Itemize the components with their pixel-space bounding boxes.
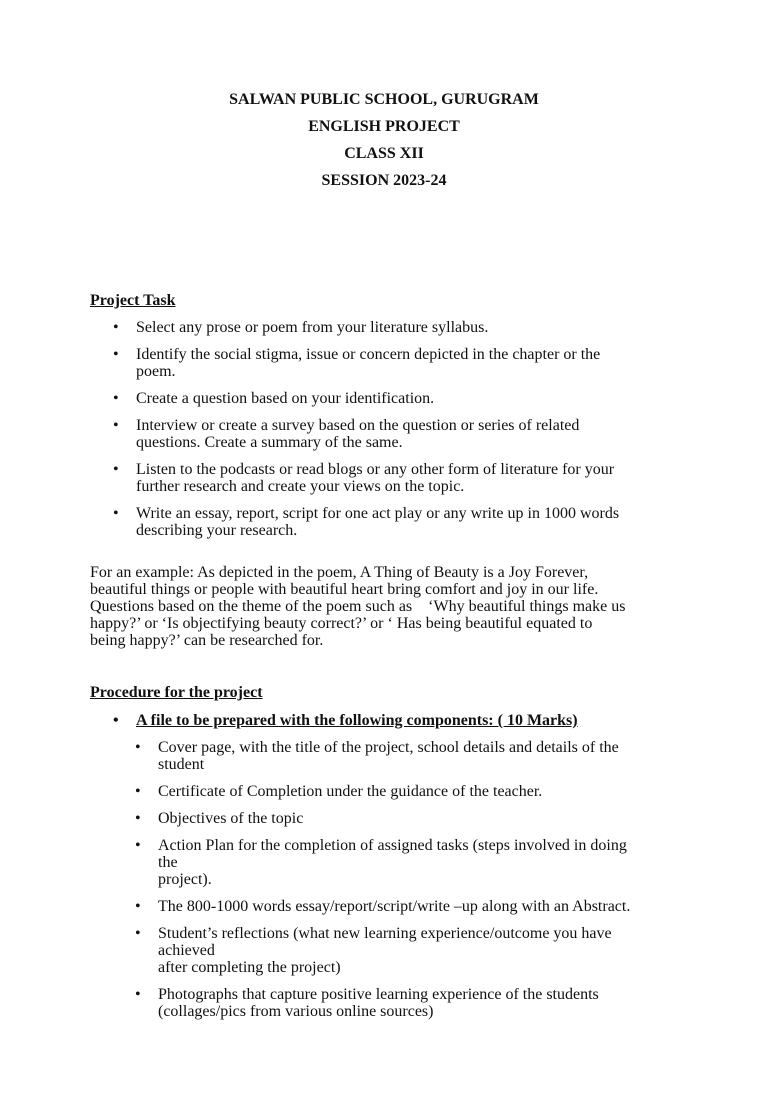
list-item — [90, 319, 690, 336]
list-item — [135, 898, 685, 915]
list-item — [135, 810, 685, 827]
list-item-text: • Select any prose or poem from your literature syllabus. — [136, 319, 489, 336]
session-name: SESSION 2023-24 — [321, 172, 447, 189]
school-name: SALWAN PUBLIC SCHOOL, GURUGRAM — [229, 91, 539, 108]
paragraph-line: beautiful things or people with beautiful heart bring comfort and joy in our life. — [90, 581, 599, 598]
list-item — [135, 837, 685, 888]
list-item-text: • Write an essay, report, script for one act play or any write up in 1000 words — [136, 505, 620, 522]
list-item-text: • The 800-1000 words essay/report/script/write –up along with an Abstract. — [158, 898, 631, 915]
list-item-text: after completing the project) — [158, 959, 341, 976]
list-item — [135, 783, 685, 800]
list-item-text: the — [158, 854, 178, 871]
list-item — [90, 390, 690, 407]
project-task-list — [90, 319, 690, 549]
procedure-title: Procedure for the project — [90, 684, 263, 701]
list-item — [135, 739, 685, 773]
list-item-text: • Identify the social stigma, issue or concern depicted in the chapter or the — [136, 346, 601, 363]
list-item-text: questions. Create a summary of the same. — [136, 434, 403, 451]
document-header — [0, 91, 768, 199]
list-item-text: • Action Plan for the completion of assigned tasks (steps involved in doing — [158, 837, 627, 854]
list-item-text: project). — [158, 871, 212, 888]
paragraph-line: Questions based on the theme of the poem such as ‘Why beautiful things make us — [90, 598, 626, 615]
class-name: CLASS XII — [344, 145, 424, 162]
list-item-text: • Photographs that capture positive learning experience of the students — [158, 986, 599, 1003]
list-item — [90, 461, 690, 495]
list-item — [90, 417, 690, 451]
list-item-text: poem. — [136, 363, 176, 380]
paragraph-line: being happy?’ can be researched for. — [90, 632, 324, 649]
example-paragraph — [90, 564, 690, 649]
list-item-text: further research and create your views on the topic. — [136, 478, 465, 495]
list-item-text: describing your research. — [136, 522, 298, 539]
list-item-text: (collages/pics from various online sources) — [158, 1003, 434, 1020]
list-item — [90, 346, 690, 380]
file-heading — [90, 712, 690, 729]
list-item-text: achieved — [158, 942, 215, 959]
list-item-text: student — [158, 756, 205, 773]
list-item-text: • Listen to the podcasts or read blogs or any other form of literature for your — [136, 461, 615, 478]
document-page — [0, 91, 768, 1115]
project-name: ENGLISH PROJECT — [308, 118, 460, 135]
project-task-title: Project Task — [90, 292, 176, 309]
file-heading-text: • A file to be prepared with the following components: ( 10 Marks) — [90, 712, 690, 729]
components-list — [135, 739, 685, 1030]
list-item-text: • Objectives of the topic — [158, 810, 304, 827]
paragraph-line: happy?’ or ‘Is objectifying beauty correct?’ or ‘ Has being beautiful equated to — [90, 615, 593, 632]
list-item — [90, 505, 690, 539]
list-item-text: • Student’s reflections (what new learning experience/outcome you have — [158, 925, 612, 942]
list-item-text: • Interview or create a survey based on the question or series of related — [136, 417, 580, 434]
list-item-text: • Create a question based on your identification. — [136, 390, 435, 407]
list-item-text: • Certificate of Completion under the guidance of the teacher. — [158, 783, 543, 800]
paragraph-line: For an example: As depicted in the poem, A Thing of Beauty is a Joy Forever, — [90, 564, 589, 581]
list-item-text: • Cover page, with the title of the project, school details and details of the — [158, 739, 619, 756]
list-item — [135, 986, 685, 1020]
list-item — [135, 925, 685, 976]
